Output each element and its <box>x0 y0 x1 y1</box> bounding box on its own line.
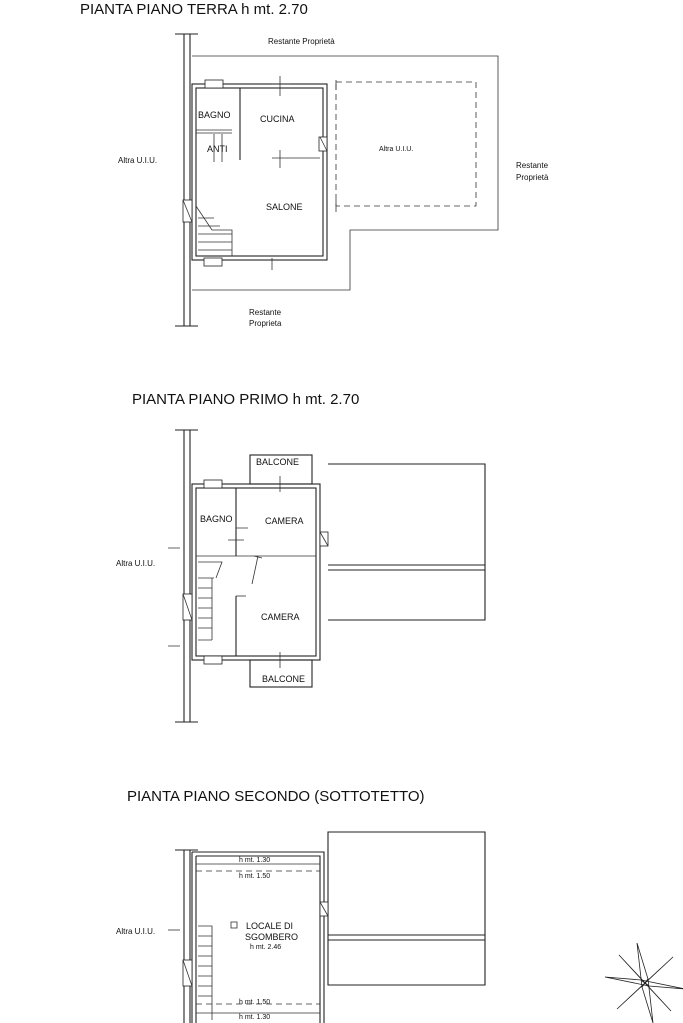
party-wall-ends <box>175 430 198 722</box>
bagno-door <box>228 528 248 540</box>
second-floor-plan <box>116 788 485 1023</box>
room-balcone-bottom: BALCONE <box>262 674 306 684</box>
stair <box>183 562 222 640</box>
stair <box>183 926 212 1020</box>
room-locale-height: h mt. 2.46 <box>250 944 282 951</box>
window-bottom-left <box>204 258 222 266</box>
house-outer-wall <box>192 484 320 660</box>
window-top-left <box>204 480 222 488</box>
window-top-left <box>205 80 223 88</box>
window-top-mid <box>272 76 290 96</box>
other-unit-left: Altra U.I.U. <box>116 927 156 936</box>
party-wall-ends <box>175 34 198 326</box>
height-label-top-1: h mt. 1.30 <box>239 857 271 864</box>
annex-area <box>336 82 476 206</box>
room-salone: SALONE <box>266 202 303 212</box>
property-boundary <box>192 56 498 290</box>
wall-ticks <box>168 548 180 646</box>
height-label-bottom-1: h mt. 1.50 <box>239 999 271 1006</box>
ground-floor-title: PIANTA PIANO TERRA h mt. 2.70 <box>80 1 308 18</box>
other-unit-inner: Altra U.I.U. <box>379 146 414 153</box>
room-camera-bottom: CAMERA <box>261 612 300 622</box>
height-label-top-2: h mt. 1.50 <box>239 873 271 880</box>
room-bagno: BAGNO <box>198 110 231 120</box>
room-locale-line-1: LOCALE DI <box>246 921 294 931</box>
room-camera-top: CAMERA <box>265 516 304 526</box>
room-bagno: BAGNO <box>200 514 233 524</box>
second-floor-title: PIANTA PIANO SECONDO (SOTTOTETTO) <box>127 788 425 805</box>
window-bottom-left <box>204 656 222 664</box>
camera-door <box>252 556 262 584</box>
remaining-property-bottom-2: Proprieta <box>249 319 282 328</box>
chimney-mark <box>231 922 237 928</box>
adjacent-building <box>328 832 485 985</box>
anti-wall <box>196 130 232 133</box>
room-balcone-top: BALCONE <box>256 457 300 467</box>
first-floor-title: PIANTA PIANO PRIMO h mt. 2.70 <box>132 391 360 408</box>
party-wall <box>184 850 190 1023</box>
remaining-property-bottom-1: Restante <box>249 308 282 317</box>
remaining-property-top: Restante Proprietà <box>268 37 335 46</box>
compass-rose-icon <box>605 943 683 1023</box>
remaining-property-right-2: Proprietà <box>516 173 549 182</box>
party-wall <box>184 430 190 722</box>
first-floor-plan <box>116 391 485 722</box>
other-unit-left: Altra U.I.U. <box>118 156 158 165</box>
room-locale-line-2: SGOMBERO <box>245 932 299 942</box>
room-cucina: CUCINA <box>260 114 295 124</box>
adjacent-building <box>328 464 485 620</box>
ground-floor-plan <box>80 1 549 328</box>
party-wall <box>184 34 190 326</box>
other-unit-left: Altra U.I.U. <box>116 559 156 568</box>
room-anti: ANTI <box>207 144 228 154</box>
height-label-bottom-2: h mt. 1.30 <box>239 1014 271 1021</box>
remaining-property-right-1: Restante <box>516 161 549 170</box>
